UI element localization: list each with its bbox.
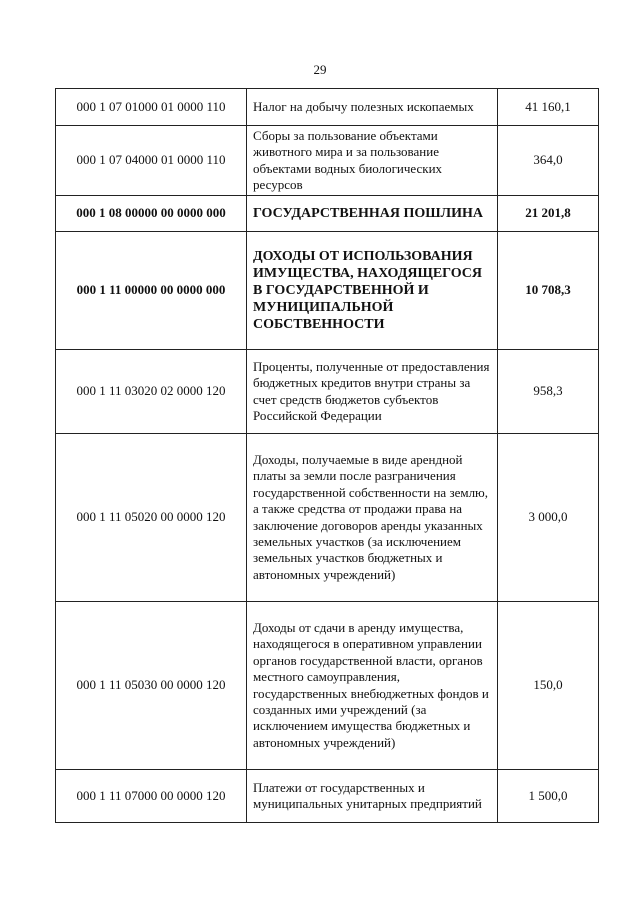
- table-row: [56, 602, 599, 770]
- row-description: Платежи от государственных и муниципальных унитарных предприятий: [247, 770, 498, 823]
- table-row: [56, 770, 599, 823]
- row-description: Доходы от сдачи в аренду имущества, находящегося в оперативном управлении органов государственной власти, органов местного самоуправления, государственных внебюджетных фондов и созданных ими учреждений (за исключением имущества бюджетных и автономных учреждений): [247, 602, 498, 770]
- row-description: ГОСУДАРСТВЕННАЯ ПОШЛИНА: [247, 196, 498, 232]
- row-code: 000 1 11 03020 02 0000 120: [56, 350, 247, 434]
- table-row: [56, 434, 599, 602]
- row-amount: 364,0: [498, 126, 599, 196]
- row-amount: 21 201,8: [498, 196, 599, 232]
- row-code: 000 1 11 00000 00 0000 000: [56, 232, 247, 350]
- row-amount: 150,0: [498, 602, 599, 770]
- row-code: 000 1 11 05020 00 0000 120: [56, 434, 247, 602]
- row-code: 000 1 11 07000 00 0000 120: [56, 770, 247, 823]
- row-amount: 958,3: [498, 350, 599, 434]
- row-code: 000 1 07 04000 01 0000 110: [56, 126, 247, 196]
- row-description: Доходы, получаемые в виде арендной платы за земли после разграничения государственной собственности на землю, а также средства от продажи права на заключение договоров аренды указанных земельных участков (за исключением земельных участков бюджетных и автономных учреждений): [247, 434, 498, 602]
- row-description: Проценты, полученные от предоставления бюджетных кредитов внутри страны за счет средств бюджетов субъектов Российской Федерации: [247, 350, 498, 434]
- table-row: [56, 232, 599, 350]
- page-number: 29: [313, 62, 327, 77]
- table-row: [56, 350, 599, 434]
- table-row: [56, 196, 599, 232]
- row-description: Налог на добычу полезных ископаемых: [247, 89, 498, 126]
- row-amount: 1 500,0: [498, 770, 599, 823]
- row-code: 000 1 07 01000 01 0000 110: [56, 89, 247, 126]
- row-description: ДОХОДЫ ОТ ИСПОЛЬЗОВАНИЯ ИМУЩЕСТВА, НАХОДЯЩЕГОСЯ В ГОСУДАРСТВЕННОЙ И МУНИЦИПАЛЬНОЙ СОБСТВЕННОСТИ: [247, 232, 498, 350]
- row-code: 000 1 11 05030 00 0000 120: [56, 602, 247, 770]
- row-description: Сборы за пользование объектами животного мира и за пользование объектами водных биологических ресурсов: [247, 126, 498, 196]
- row-amount: 3 000,0: [498, 434, 599, 602]
- row-amount: 41 160,1: [498, 89, 599, 126]
- row-code: 000 1 08 00000 00 0000 000: [56, 196, 247, 232]
- table-row: [56, 126, 599, 196]
- row-amount: 10 708,3: [498, 232, 599, 350]
- table-row: [56, 89, 599, 126]
- budget-revenue-table: [55, 88, 599, 823]
